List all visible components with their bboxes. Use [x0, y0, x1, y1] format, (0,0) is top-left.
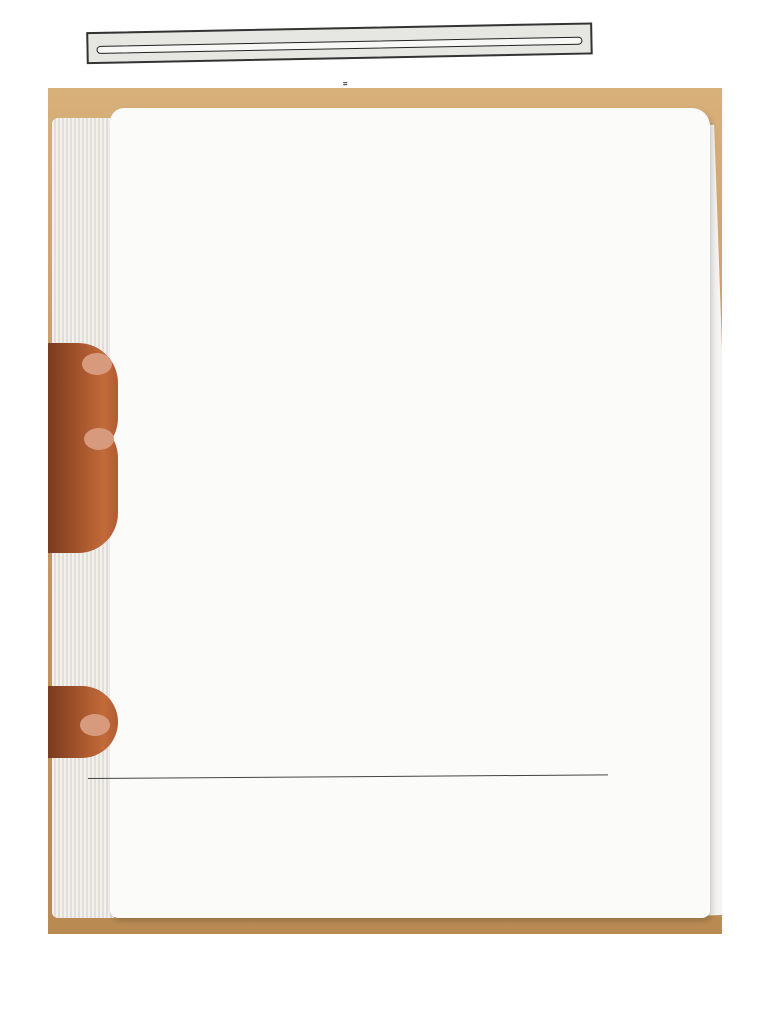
fingernail — [82, 353, 112, 375]
context-line — [600, 26, 730, 78]
index-finger — [48, 418, 118, 553]
fingernail — [84, 428, 114, 450]
main-page — [110, 108, 710, 918]
scene-banner — [86, 22, 593, 64]
assignment-heading — [95, 60, 595, 86]
context-line — [600, 26, 730, 78]
workbook-subtitle — [96, 37, 582, 54]
fingernail — [80, 714, 110, 736]
context-title — [600, 26, 730, 78]
book-photo — [48, 88, 722, 934]
page-content — [94, 12, 595, 90]
previous-answers — [94, 12, 594, 22]
context-questions-heading — [600, 26, 730, 78]
lower-finger — [48, 686, 118, 758]
assignment-title — [343, 64, 347, 85]
